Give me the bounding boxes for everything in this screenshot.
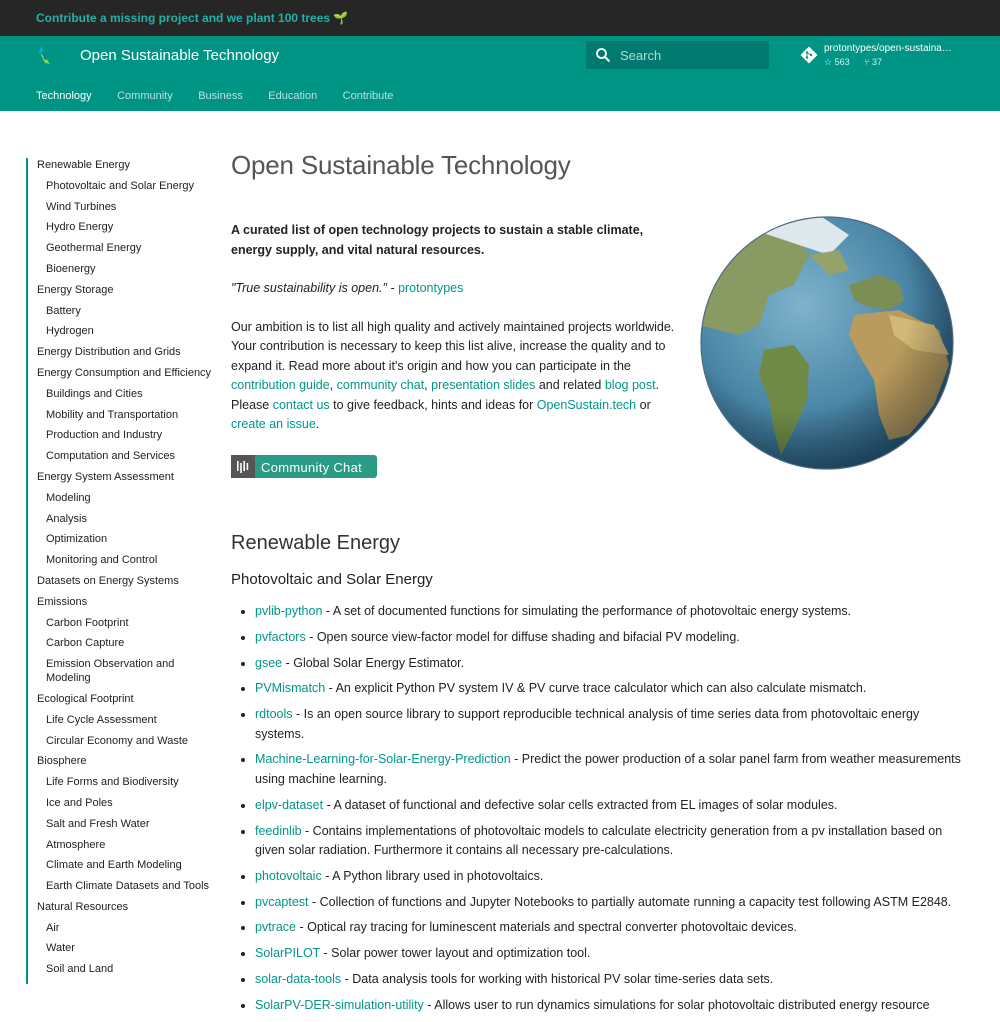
- star-count: ☆ 563: [824, 57, 850, 67]
- sidebar-item[interactable]: Carbon Capture: [46, 637, 125, 650]
- contact-us-link[interactable]: contact us: [272, 397, 330, 412]
- tab-education[interactable]: Education: [268, 90, 318, 102]
- project-link[interactable]: pvtrace: [255, 920, 296, 935]
- list-item: [255, 822, 966, 861]
- project-description: - Open source view-factor model for diffuse shading and bifacial PV modeling.: [305, 629, 740, 644]
- sidebar-item[interactable]: Carbon Footprint: [46, 616, 129, 629]
- create-issue-link[interactable]: create an issue: [231, 417, 316, 431]
- sidebar-item[interactable]: Energy Consumption and Efficiency: [37, 366, 212, 379]
- community-chat-link[interactable]: community chat: [336, 378, 425, 392]
- sidebar-item[interactable]: Ice and Poles: [46, 796, 113, 809]
- announcement-bar: [0, 0, 1000, 36]
- sidebar-item[interactable]: Circular Economy and Waste: [46, 734, 189, 747]
- intro: [231, 221, 681, 484]
- opensustain-link[interactable]: OpenSustain.tech: [536, 397, 637, 412]
- project-description: - Predict the power production of a solar panel farm from weather measurements using machine learning.: [255, 752, 961, 786]
- quote: [231, 279, 681, 299]
- chat-badge-label: Community Chat: [261, 459, 363, 475]
- quote-author-link[interactable]: protontypes: [398, 281, 464, 295]
- sidebar-item[interactable]: Emissions: [37, 595, 88, 608]
- project-description: - Contains implementations of photovoltaic models to calculate electricity generation from a pv installation based on given solar radiation. Furthermore it contains all necessary pre-calculations.: [255, 823, 943, 858]
- lead-text: A curated list of open technology projects to sustain a stable climate, energy supply, and vital natural resources.: [231, 223, 644, 257]
- sidebar-item[interactable]: Monitoring and Control: [46, 554, 158, 567]
- list-item: [255, 705, 966, 744]
- blog-post-link[interactable]: blog post: [604, 378, 656, 392]
- project-link[interactable]: pvlib-python: [255, 604, 323, 618]
- sidebar-item[interactable]: Renewable Energy: [37, 159, 130, 171]
- logo-icon[interactable]: [34, 44, 56, 66]
- sidebar-item[interactable]: Hydro Energy: [46, 221, 114, 234]
- sidebar-item[interactable]: Modeling: [46, 491, 91, 504]
- quote-text: "True sustainability is open.": [231, 281, 387, 295]
- project-list: [231, 602, 966, 1015]
- star-count-value: 563: [834, 57, 850, 67]
- sidebar-item[interactable]: Optimization: [46, 533, 108, 546]
- sidebar-item[interactable]: Salt and Fresh Water: [46, 817, 150, 830]
- project-description: - Is an open source library to support reproducible technical analysis of time series data from photovoltaic energy systems.: [255, 707, 920, 741]
- quote-separator: -: [386, 281, 399, 295]
- body-text: to give feedback, hints and ideas for: [329, 397, 537, 412]
- tab-community[interactable]: Community: [117, 90, 173, 102]
- section-title: Renewable Energy: [231, 532, 400, 554]
- list-item: [255, 628, 966, 648]
- announcement-text[interactable]: [36, 11, 348, 25]
- sidebar-item[interactable]: Air: [46, 921, 60, 934]
- sidebar-item[interactable]: Ecological Footprint: [37, 692, 134, 705]
- tab-contribute[interactable]: Contribute: [342, 90, 394, 102]
- body-text: or: [636, 397, 651, 412]
- list-item: [255, 602, 966, 622]
- project-link[interactable]: gsee: [255, 655, 283, 670]
- fork-count: ⑂ 37: [864, 57, 883, 67]
- sidebar-item[interactable]: Climate and Earth Modeling: [46, 859, 182, 872]
- project-description: - Solar power tower layout and optimization tool.: [320, 946, 591, 961]
- sidebar-item[interactable]: Earth Climate Datasets and Tools: [46, 880, 210, 893]
- project-description: - Collection of functions and Jupyter Notebooks to partially automate running a capacity test following ASTM E2848.: [308, 894, 952, 909]
- list-item: [255, 970, 966, 990]
- git-repo-icon: [800, 46, 818, 64]
- sidebar-item[interactable]: Bioenergy: [46, 262, 96, 275]
- project-link[interactable]: rdtools: [255, 707, 293, 722]
- project-description: - Allows user to run dynamics simulations for solar photovoltaic distributed energy resource: [423, 997, 930, 1012]
- project-description: - A dataset of functional and defective solar cells extracted from EL images of solar modules.: [323, 797, 838, 812]
- tab-technology[interactable]: Technology: [36, 90, 92, 102]
- body-text: ,: [329, 378, 337, 392]
- tab-business[interactable]: Business: [198, 90, 243, 102]
- sidebar-item[interactable]: Analysis: [46, 512, 87, 525]
- nav-tabs: [36, 86, 414, 102]
- search-input[interactable]: [620, 45, 760, 65]
- sidebar-item[interactable]: Computation and Services: [46, 450, 176, 463]
- body-text: .: [315, 417, 320, 431]
- sidebar-item[interactable]: Natural Resources: [37, 900, 129, 913]
- sidebar-item[interactable]: Water: [46, 942, 75, 955]
- list-item: [255, 654, 966, 674]
- sidebar-nav: [26, 158, 216, 984]
- fork-count-value: 37: [872, 57, 883, 67]
- sidebar-item[interactable]: Mobility and Transportation: [46, 408, 179, 421]
- header: [0, 36, 1000, 111]
- community-chat-badge[interactable]: [231, 455, 377, 478]
- sidebar-item[interactable]: Photovoltaic and Solar Energy: [46, 179, 194, 192]
- seedling-icon: 🌱: [333, 11, 349, 25]
- sidebar-item[interactable]: Energy System Assessment: [37, 470, 174, 483]
- project-link[interactable]: SolarPILOT: [255, 946, 321, 961]
- project-description: - An explicit Python PV system IV & PV curve trace calculator which can also calculate mismatch.: [325, 681, 867, 696]
- site-title[interactable]: Open Sustainable Technology: [80, 47, 280, 64]
- list-item: [255, 679, 966, 699]
- presentation-slides-link[interactable]: presentation slides: [431, 378, 536, 392]
- page-title: Open Sustainable Technology: [231, 150, 571, 180]
- contribution-guide-link[interactable]: contribution guide: [231, 378, 330, 392]
- announcement-label: Contribute a missing project and we plant 100 trees: [36, 11, 331, 25]
- project-link[interactable]: pvfactors: [255, 629, 306, 644]
- search-box[interactable]: [586, 41, 769, 69]
- sidebar-item[interactable]: Emission Observation and Modeling: [46, 658, 175, 685]
- sidebar-item[interactable]: Wind Turbines: [46, 200, 117, 213]
- list-item: [255, 918, 966, 938]
- project-link[interactable]: PVMismatch: [255, 681, 326, 696]
- list-item: [255, 893, 966, 913]
- search-icon: [595, 47, 611, 63]
- sidebar-item[interactable]: Soil and Land: [46, 963, 114, 976]
- project-link[interactable]: solar-data-tools: [255, 972, 342, 987]
- project-link[interactable]: pvcaptest: [255, 894, 309, 909]
- list-item: [255, 944, 966, 964]
- earth-globe-icon: [699, 215, 955, 471]
- list-item: [255, 796, 966, 816]
- main-content: [231, 150, 966, 1022]
- sidebar-item[interactable]: Energy Distribution and Grids: [37, 346, 181, 359]
- list-item: [255, 750, 966, 789]
- subsection-title: Photovoltaic and Solar Energy: [231, 571, 433, 588]
- sidebar-item[interactable]: Geothermal Energy: [46, 242, 142, 255]
- sidebar-item[interactable]: Life Forms and Biodiversity: [46, 776, 179, 789]
- sidebar-item[interactable]: Buildings and Cities: [46, 387, 143, 400]
- intro-body: [231, 318, 681, 435]
- sidebar-item[interactable]: Biosphere: [37, 755, 87, 768]
- sidebar-item[interactable]: Atmosphere: [46, 838, 106, 851]
- project-description: - A set of documented functions for simulating the performance of photovoltaic energy systems.: [322, 604, 852, 618]
- project-link[interactable]: feedinlib: [255, 823, 302, 838]
- project-description: - Global Solar Energy Estimator.: [282, 655, 465, 670]
- sidebar-item[interactable]: Production and Industry: [46, 429, 163, 442]
- project-link[interactable]: SolarPV-DER-simulation-utility: [255, 997, 424, 1012]
- sidebar-item[interactable]: Energy Storage: [37, 283, 114, 296]
- sidebar-item[interactable]: Life Cycle Assessment: [46, 713, 157, 726]
- body-text: and related: [535, 378, 605, 392]
- project-description: - Data analysis tools for working with historical PV solar time-series data sets.: [341, 972, 774, 987]
- body-text: . Please: [231, 378, 660, 412]
- project-link[interactable]: elpv-dataset: [255, 797, 324, 812]
- body-text: Our ambition is to list all high quality and actively maintained projects worldwide. Your contribution is necessary to keep this list alive, increase the quality and to expand it. Read more about it's origin and how you can participate in the: [231, 319, 675, 373]
- sidebar-item[interactable]: Hydrogen: [46, 325, 94, 338]
- project-description: - A Python library used in photovoltaics.: [321, 868, 544, 883]
- repo-name: protontypes/open-sustaina…: [824, 43, 952, 54]
- project-link[interactable]: Machine-Learning-for-Solar-Energy-Prediction: [255, 752, 511, 767]
- chat-icon: [231, 455, 255, 478]
- project-link[interactable]: photovoltaic: [255, 868, 322, 883]
- project-description: - Optical ray tracing for luminescent materials and spectral converter photovoltaic devices.: [296, 920, 797, 935]
- repo-source-link[interactable]: [800, 42, 970, 70]
- sidebar-item[interactable]: Datasets on Energy Systems: [37, 574, 179, 587]
- list-item: [255, 996, 966, 1016]
- list-item: [255, 867, 966, 887]
- sidebar-item[interactable]: Battery: [46, 304, 81, 317]
- repo-stats: [824, 57, 894, 68]
- body-text: ,: [424, 378, 432, 392]
